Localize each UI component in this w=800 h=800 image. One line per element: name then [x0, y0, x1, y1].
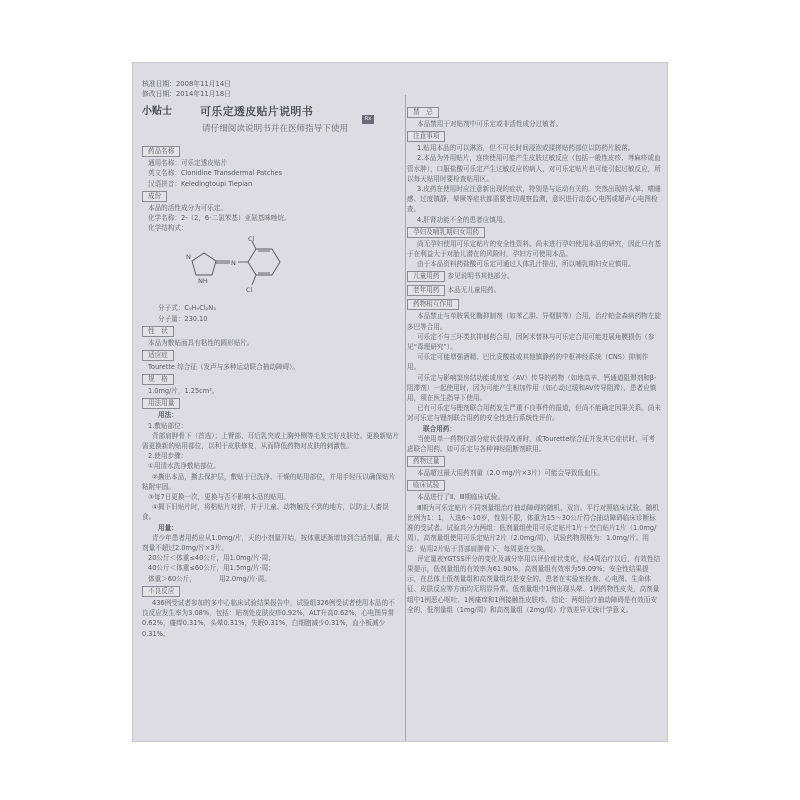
approval-date: 核准日期：2008年11月14日: [142, 80, 231, 88]
molecular-weight: 分子量：230.10: [158, 314, 208, 323]
pregnancy-text-1: 尚无孕妇使用可乐定贴片的安全性资料。尚未进行孕妇使用本品的研究，因此只有基于在利益大于对胎儿潜在的风险时，孕妇方可使用本品。: [407, 239, 661, 259]
elderly-text: 本品无儿童用药。: [447, 286, 501, 295]
cl-top-label: Cl: [248, 235, 255, 244]
pregnancy-text-2: 由于本品资料药盐酸可乐定可通过人体乳汁排出，所以哺乳期妇女应慎用。: [417, 260, 635, 269]
interaction-2: 可乐定不与三环类抗抑郁药合用，因阿米替林与可乐定合用可能进展角膜损伤（参见“毒理研究”）。: [407, 332, 655, 352]
ring-nh-label: NH: [198, 277, 208, 286]
chemical-name: 化学名称：2-（2，6-二氯苯基）亚氨基咪唑烷。: [148, 214, 291, 223]
combo-text: 当使用单一药物仅部分症状获得改善时，或Tourette综合征并发其它症状时，可考虑联合用药。如可乐定与各种神经阻断剂联用。: [407, 434, 655, 454]
benzene-ring: [248, 249, 280, 275]
section-cautions: 注意事项: [407, 131, 445, 142]
ingredient-main: 本品的活性成分为可乐定。: [148, 203, 228, 212]
section-character: 性 状: [142, 326, 174, 337]
right-column: [407, 63, 661, 741]
usage-step-1: ①用清水洗净敷贴部位。: [148, 462, 220, 471]
column-divider: [405, 95, 406, 742]
section-clinical-trials: 临床试验: [407, 480, 445, 491]
children-text: 参见说明书其他部分。: [447, 272, 514, 281]
structure-label: 化学结构式：: [148, 224, 188, 233]
interaction-5: 已有可乐定与锂剂联合用药发生严重不良事件的报道，但尚不能确定因果关系。尚未对可乐定与锂剂联合用药的安全性进行系统性评价。: [407, 404, 661, 423]
usage-label: 用法：: [158, 411, 178, 420]
section-indications: 适应症: [142, 350, 174, 361]
spec-text: 1.0mg/片，1.25cm²。: [148, 387, 219, 396]
section-contraindications: 禁 忌: [407, 107, 439, 118]
interaction-1: 本品禁止与单胺氧化酶抑制剂（如苯乙肼、异烟肼等）合用，治疗帕金森病药物左旋多巴等合用。: [407, 312, 661, 331]
usage-step-3: ③每7日更换一次，更换与否不影响本品的贴用。: [148, 493, 290, 502]
children-row: [407, 269, 661, 283]
instruction-leaflet: [132, 62, 668, 742]
dosage-label: 用量：: [158, 523, 178, 532]
revision-date: 修改日期：2014年11月18日: [142, 90, 231, 98]
chemical-structure: [182, 235, 312, 299]
caution-1: 1.贴用本品的可以淋浴，但不可长时间浸泡或揉搓贴药部位以防药片脱落。: [417, 144, 635, 153]
section-adverse: 不良反应: [142, 586, 180, 597]
english-name: 英文名称：Clonidine Transdermal Patches: [148, 169, 283, 178]
page-title: 可乐定透皮贴片说明书: [200, 105, 313, 118]
adverse-text: 436例受试者参加的多中心临床试验结果报告中，试验组326例受试者使用本品的不良反应发生率为3.08%，包括：贴剂处皮肤皮疹0.92%，ALT升高0.62%，心电图异常0.62%，瘙痒0.31%，头晕0.31%，失眠0.31%，白细胞减少0.31%，血小板减少0.31%。: [142, 598, 395, 638]
section-children: 儿童用药: [407, 271, 445, 282]
imine-n-label: N: [231, 259, 236, 268]
contraindications-text: 本品禁用于对贴剂中可乐定或非活性成分过敏者。: [417, 120, 563, 128]
usage-steps: 2.使用步骤：: [148, 452, 188, 461]
overdose-text: 本品超过最大用药剂量（2.0 mg/片×3片）可能会导致低血压。: [417, 469, 604, 478]
cl-bottom-label: Cl: [246, 286, 253, 295]
section-interactions: 药物相互作用: [407, 299, 459, 310]
elderly-row: [407, 283, 661, 297]
section-spec: 规 格: [142, 374, 174, 385]
section-elderly: 老年用药: [407, 285, 445, 296]
usage-step-4: ④揭下旧贴片时，将粘贴片对折，并于儿童、动物触及不到的地方，以防止人畜误食。: [142, 503, 389, 522]
section-pregnancy: 孕妇及哺乳期妇女用药: [407, 227, 485, 238]
section-usage: 用法用量: [142, 398, 180, 409]
dose-row-2: 40公斤＜体重≤60公斤，用1.5mg/片·周；: [148, 564, 275, 573]
title-row: [142, 107, 400, 117]
trial-text-2: 评定量表YGTSS评分的变化及减分率用以评价症状变化，经4周治疗以后，有效性结果提示，低剂量组的有效率为61.90%，高剂量组有效率为59.09%；安全性结果提示，在总体上低剂量组和高剂量组均是安全的。患者在实验室检查、心电图、生命体征、皮肤反应等方面均无明显异常。低剂量组中1例出现头晕、1例药物性皮炎，高剂量组中1例恶心呕吐、1例瘙痒和1例接触性皮肤疹。结论：两组治疗抽动障碍是有效而安全的，低剂量组（1mg/周）和高剂量组（2mg/周）疗效差异无统计学意义。: [407, 554, 661, 614]
combo-label: 联合用药：: [423, 424, 456, 433]
brand-logo: 小贴士: [142, 106, 172, 117]
caution-4: 4.肝肾功能不全的患者应慎用。: [417, 215, 510, 224]
dose-row-3: 体重＞60公斤， 用2.0mg/片·周。: [148, 574, 271, 583]
caution-2: 2.本品为外用贴片，连续使用可能产生皮肤过敏反应（包括一般性皮疹、荨麻疹或血管水肿），口服盐酸可乐定产生过敏反应的病人，对可乐定贴片也可能引起过敏反应，所以每天贴用时要检查贴用区。: [407, 154, 661, 183]
section-drug-name: 药品名称: [142, 146, 180, 157]
usage-site-text: 背部肩胛骨下（首选）；上臂部、耳后乳突或上胸外侧等毛发完好皮肤处。更换新贴片需更换新的贴用部位，以利于皮肤修复，从而降低药物对皮肤的刺激性。: [142, 431, 400, 451]
page-subtitle: 请仔细阅读说明书并在医师指导下使用: [202, 124, 349, 135]
dose-row-1: 20公斤＜体重≤40公斤，用1.0mg/片·周；: [148, 554, 275, 563]
pinyin-name: 汉语拼音：Keledingtoupi Tiepian: [148, 179, 253, 188]
indications-text: Tourette 综合征（发声与多种运动联合抽动障碍）。: [148, 363, 300, 372]
caution-3: 3.皮药在使用时应注意新出现的症状，特别是与运动有关的。突然出现的头晕、嗜睡感、过度镇静，晕厥等症状都需要密切观察监测，意识进行动态心电图或超声心电图检查。: [407, 185, 661, 214]
ring-n-label: N: [186, 253, 191, 262]
trial-text-1: Ⅲ期为可乐定贴片不同剂量组治疗抽动障碍的随机、双盲、平行对照临床试验。随机比例为1：1，入选6～10岁，性别不限，体重为15～30公斤符合抽动障碍临床诊断标准的受试者。试验共分为两组：低剂量组使用可乐定贴片1片＋空白贴片1片（1.0mg/周），高剂量组使用可乐定贴片2片（2.0mg/周），试验药物规格为：1.0mg/片。用法：贴用2片贴于背部肩胛骨下，每周更在交换。: [407, 503, 659, 553]
molecular-formula: 分子式：C₉H₉Cl₂N₃: [158, 304, 216, 313]
trial-intro: 本品进行了Ⅱ、Ⅲ期临床试验。: [417, 493, 504, 502]
generic-name: 通用名称：可乐定透皮贴片: [148, 159, 228, 168]
usage-site: 1.敷贴部位：: [148, 421, 188, 430]
usage-step-2: ②撕出本品，撕去保护层，敷贴于已洗净、干燥的贴用部位，并用手轻压以确保贴片粘附牢固。: [142, 472, 396, 491]
left-column: [142, 63, 400, 741]
interaction-4: 可乐定与影响窦房结功能或房室（AV）传导的药物（如地高辛、钙通道阻滞剂和β-阻滞剂）一起使用时，因为可能产生相加作用（如心动过缓和AV传导阻滞），患者应慎用，须在医生指导下使用。: [407, 373, 657, 403]
interaction-3: 可乐定可能增强酒精、巴比妥酸盐或其他镇静药的中枢神经系统（CNS）抑制作用。: [407, 353, 649, 372]
rx-badge: Rx: [362, 115, 374, 124]
section-overdose: 药物过量: [407, 456, 445, 467]
section-ingredients: 成份: [142, 191, 167, 202]
character-text: 本品为敷贴面具有粘性的圆形贴片。: [148, 338, 254, 347]
dosage-text: 青少年患者用药应从1.0mg/片，天的小剂量开始，按体重逐渐增加到合适剂量，最大剂量不超过2.0mg/片×3片。: [142, 533, 400, 553]
structure-diagram: [182, 235, 312, 299]
imidazoline-ring: [192, 253, 216, 275]
